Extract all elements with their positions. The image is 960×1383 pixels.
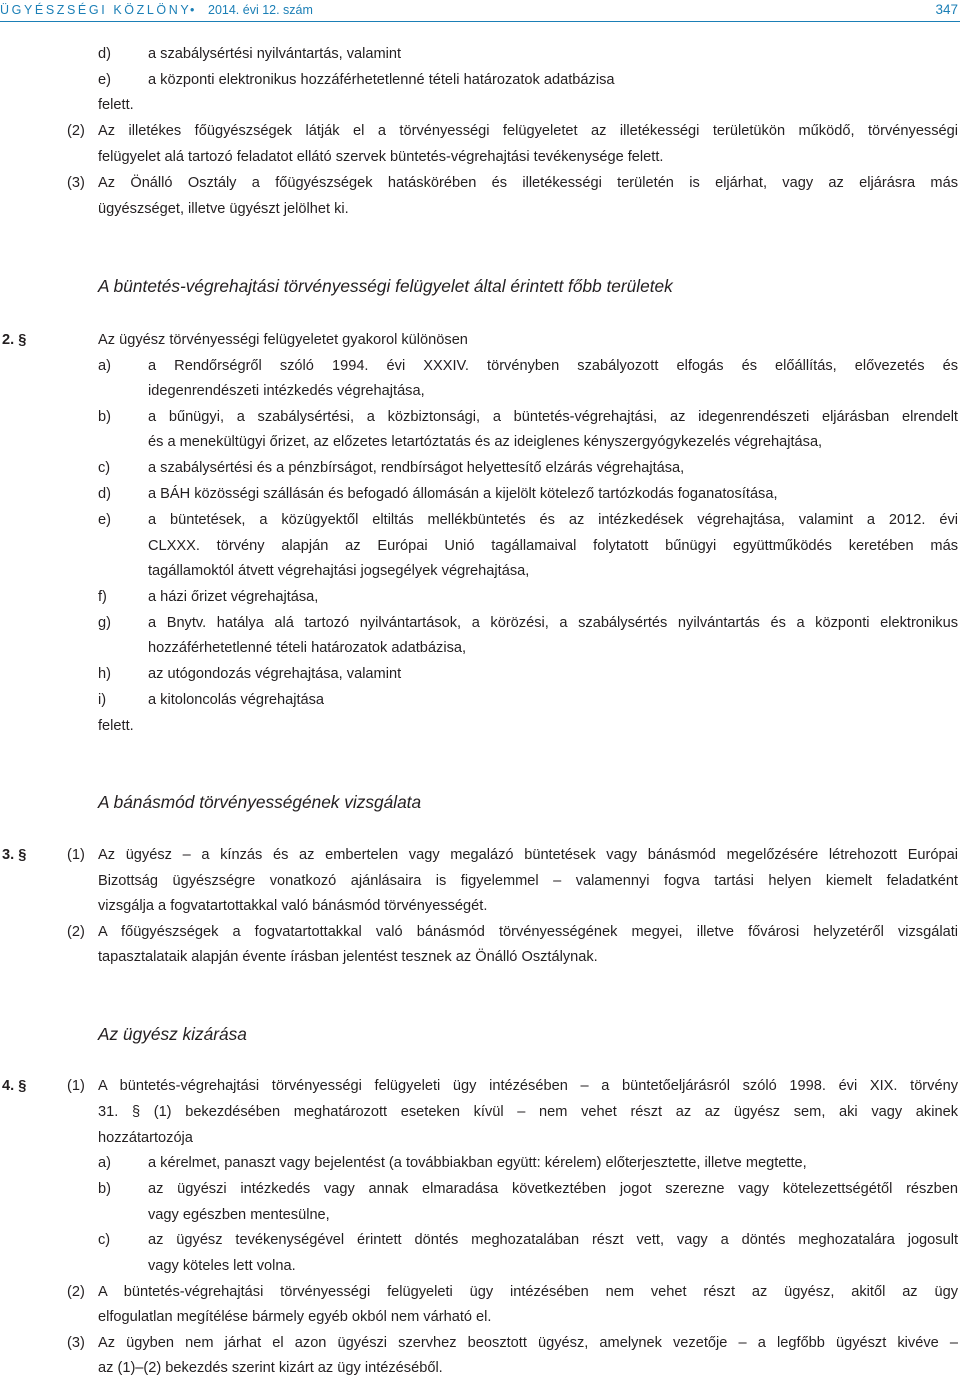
item-label-d: d)	[98, 486, 111, 502]
item-line: CLXXX. törvény alapján az Európai Unió tagállamaival folytatott bűnügyi együttműködés keretében más	[148, 538, 958, 554]
item-label-c: c)	[98, 460, 111, 476]
issue-label: 2014. évi 12. szám	[208, 3, 313, 17]
item-label-a: a)	[98, 1155, 111, 1171]
item-line: a büntetések, a közügyektől eltiltás mellékbüntetés és az intézkedések végrehajtása, valamint a 2012. évi	[148, 512, 958, 528]
item-line: tagállamoktól átvett végrehajtási jogsegélyek végrehajtása,	[148, 563, 530, 579]
item-label-b: b)	[98, 1181, 111, 1197]
paragraph-label: (3)	[67, 1335, 85, 1351]
paragraph-line: vizsgálja a fogvatartottakkal való bánásmód törvényességét.	[98, 898, 488, 914]
paragraph-line: tapasztalataik alapján évente írásban jelentést tesznek az Önálló Osztálynak.	[98, 949, 598, 965]
paragraph-label: (1)	[67, 847, 85, 863]
item-line: vagy egészben mentesülne,	[148, 1207, 330, 1223]
item-label-e: e)	[98, 72, 111, 88]
paragraph-line: ügyészséget, illetve ügyészt jelölhet ki.	[98, 201, 349, 217]
paragraph-line: Az ügyész törvényességi felügyeletet gyakorol különösen	[98, 332, 468, 348]
paragraph-line: Az ügyben nem járhat el azon ügyészi szervhez beosztott ügyész, amelynek vezetője – a legfőbb ügyészt kivéve –	[98, 1335, 958, 1351]
journal-title: ÜGYÉSZSÉGI KÖZLÖNY	[0, 3, 192, 17]
paragraph-label: (3)	[67, 175, 85, 191]
item-text-e: a központi elektronikus hozzáférhetetlenné tételi határozatok adatbázisa	[148, 72, 615, 88]
paragraph-label: (2)	[67, 924, 85, 940]
running-header	[0, 0, 960, 24]
item-label-h: h)	[98, 666, 111, 682]
paragraph-line: Az Önálló Osztály a főügyészségek hatáskörében és illetékességi területén is eljárhat, vagy az eljárásra más	[98, 175, 958, 191]
section-heading: A bánásmód törvényességének vizsgálata	[98, 792, 422, 812]
item-label-e: e)	[98, 512, 111, 528]
paragraph-line: felügyelet alá tartozó feladatot ellátó szervek büntetés-végrehajtási tevékenysége felett.	[98, 149, 664, 165]
item-label-b: b)	[98, 409, 111, 425]
item-line: az utógondozás végrehajtása, valamint	[148, 666, 402, 682]
closing-word: felett.	[98, 97, 134, 113]
item-line: a BÁH közösségi szállásán és befogadó állomásán a kijelölt kötelező tartózkodás foganatosítása,	[148, 486, 778, 502]
item-line: vagy köteles lett volna.	[148, 1258, 296, 1274]
header-rule	[0, 21, 960, 22]
item-line: az ügyészi intézkedés vagy annak elmaradása következtében jogot szerezne vagy kötelezettségétől részben	[148, 1181, 958, 1197]
item-line: és a menekültügyi őrizet, az előzetes letartóztatás és az ideiglenes kényszergyógykezelés végrehajtása,	[148, 434, 823, 450]
item-line: a szabálysértési és a pénzbírságot, rendbírságot helyettesítő elzárás végrehajtása,	[148, 460, 685, 476]
section-number: 2. §	[2, 332, 27, 348]
item-line: a Rendőrségről szóló 1994. évi XXXIV. törvényben szabályozott elfogás és előállítás, elővezetés és	[148, 358, 958, 374]
section-number: 4. §	[2, 1078, 27, 1094]
item-line: a kitoloncolás végrehajtása	[148, 692, 325, 708]
paragraph-label: (1)	[67, 1078, 85, 1094]
item-line: a házi őrizet végrehajtása,	[148, 589, 319, 605]
paragraph-line: Bizottság ügyészségre vonatkozó ajánlásaira is figyelemmel – valamennyi fogva tartási helyen kiemelt feladatként	[98, 873, 958, 889]
item-line: a kérelmet, panaszt vagy bejelentést (a továbbiakban együtt: kérelem) előterjesztette, illetve megtette,	[148, 1155, 807, 1171]
paragraph-line: Az ügyész – a kínzás és az embertelen vagy megalázó büntetések vagy bánásmód megelőzésére létrehozott Európai	[98, 847, 958, 863]
paragraph-line: elfogulatlan megítélése bármely egyéb okból nem várható el.	[98, 1309, 492, 1325]
paragraph-line: az (1)–(2) bekezdés szerint kizárt az ügy intézéséből.	[98, 1360, 443, 1376]
section-heading: A büntetés-végrehajtási törvényességi felügyelet által érintett főbb területek	[98, 276, 673, 296]
section-number: 3. §	[2, 847, 27, 863]
paragraph-line: A büntetés-végrehajtási törvényességi felügyeleti ügy intézésében nem vehet részt az ügyész, akitől az ügy	[98, 1284, 958, 1300]
item-label-f: f)	[98, 589, 107, 605]
paragraph-line: A főügyészségek a fogvatartottakkal való bánásmód törvényességének megyei, illetve fővárosi helyzetéről vizsgálati	[98, 924, 958, 940]
item-label-a: a)	[98, 358, 111, 374]
item-label-i: i)	[98, 692, 107, 708]
header-separator: •	[190, 3, 195, 17]
paragraph-line: Az illetékes főügyészségek látják el a törvényességi felügyeletet az illetékességi területükön működő, törvényességi	[98, 123, 958, 139]
paragraph-line: 31. § (1) bekezdésében meghatározott eseteken kívül – nem vehet részt az az ügyész sem, aki vagy akinek	[98, 1104, 958, 1120]
page-number: 347	[935, 2, 958, 17]
item-line: a bűnügyi, a szabálysértési, a közbiztonsági, a büntetés-végrehajtási, az idegenrendészeti eljárásban elrendelt	[148, 409, 958, 425]
paragraph-line: A büntetés-végrehajtási törvényességi felügyeleti ügy intézésében – a büntetőeljárásról szóló 1998. évi XIX. törvény	[98, 1078, 958, 1094]
paragraph-label: (2)	[67, 1284, 85, 1300]
section-heading: Az ügyész kizárása	[98, 1024, 247, 1044]
paragraph-label: (2)	[67, 123, 85, 139]
closing-word: felett.	[98, 718, 134, 734]
item-line: hozzáférhetetlenné tételi határozatok adatbázisa,	[148, 640, 467, 656]
item-label-g: g)	[98, 615, 111, 631]
item-line: a Bnytv. hatálya alá tartozó nyilvántartások, a körözési, a szabálysértés nyilvántartás és a központi elektronikus	[148, 615, 958, 631]
item-line: az ügyész tevékenységével érintett döntés meghozatalában részt vett, vagy a döntés meghozatalára jogosult	[148, 1232, 958, 1248]
paragraph-line: hozzátartozója	[98, 1130, 193, 1146]
item-label-c: c)	[98, 1232, 111, 1248]
item-line: idegenrendészeti intézkedés végrehajtása,	[148, 383, 425, 399]
item-text-d: a szabálysértési nyilvántartás, valamint	[148, 46, 402, 62]
item-label-d: d)	[98, 46, 111, 62]
